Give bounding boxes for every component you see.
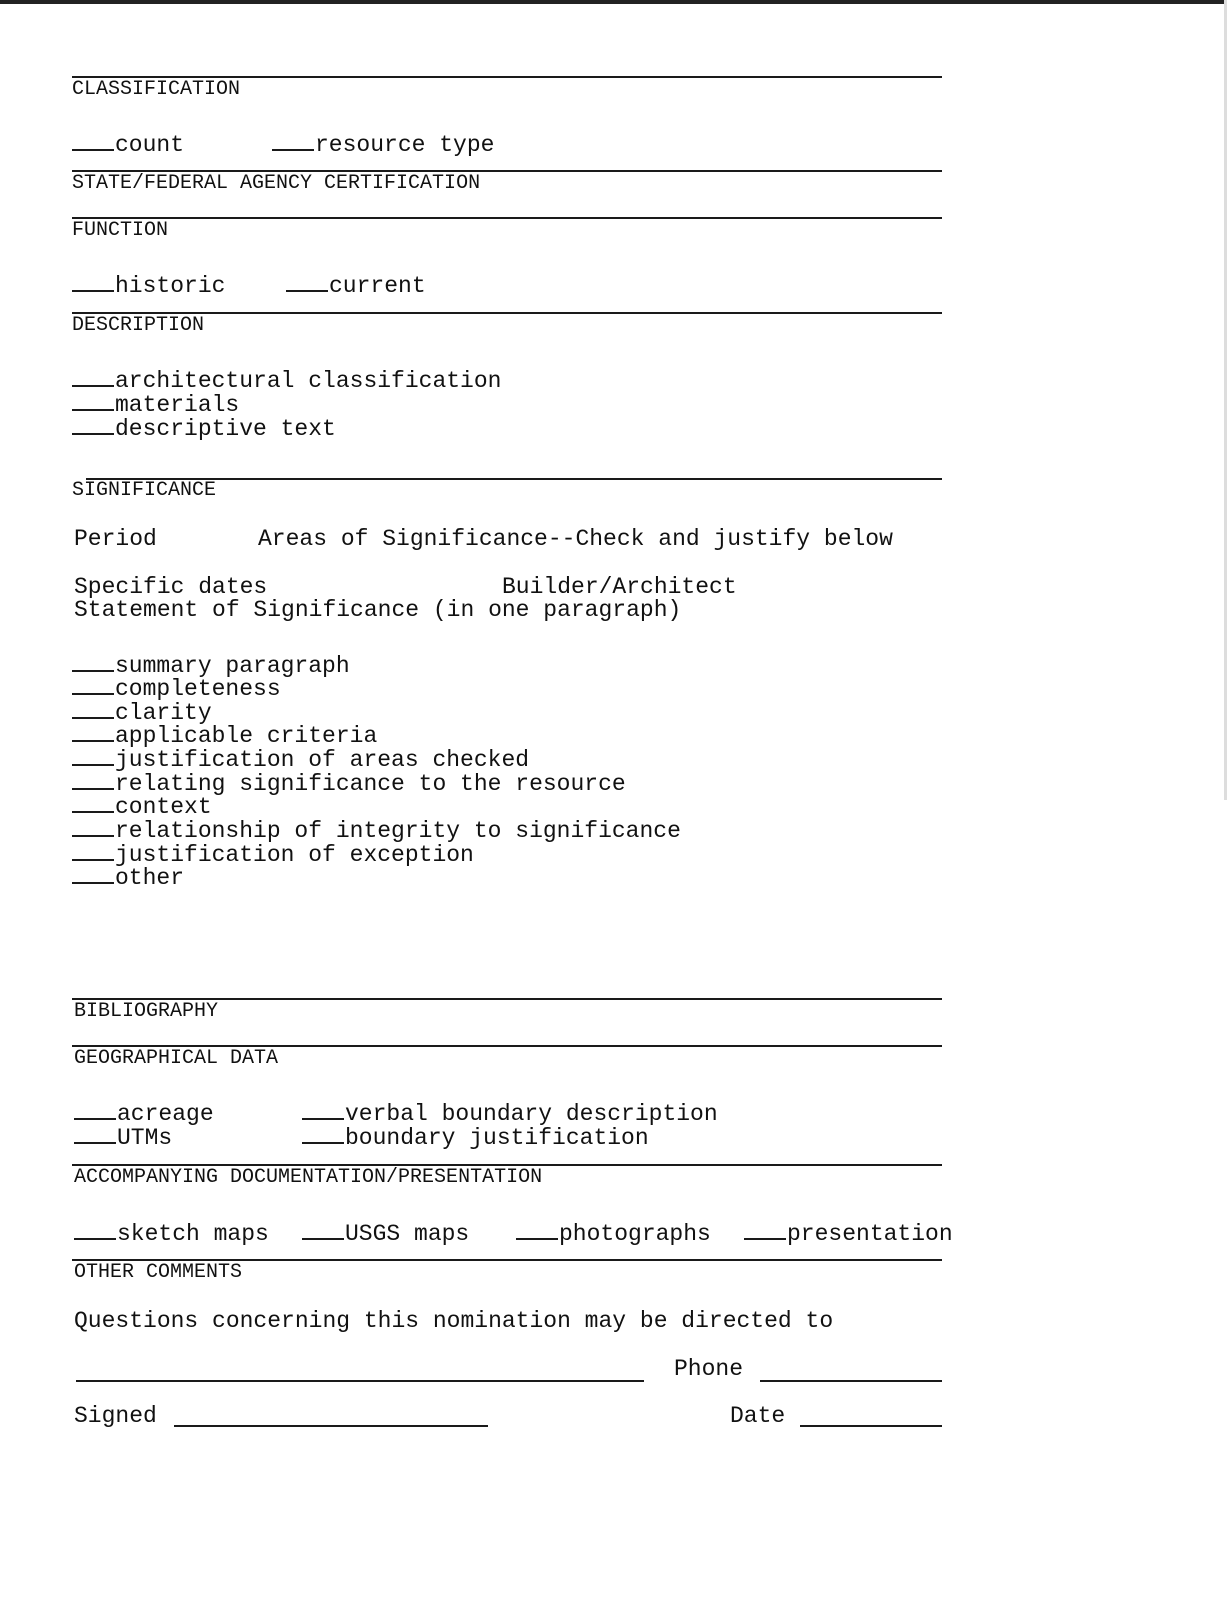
checklist-item: UTMs [74,1119,172,1150]
checklist-item: verbal boundary description [302,1095,718,1126]
checklist-item: completeness [72,670,281,701]
scan-top-edge [0,0,1227,4]
check-blank[interactable] [272,126,314,151]
phone-line[interactable] [760,1380,942,1382]
check-blank[interactable] [72,859,114,884]
checklist-item: photographs [516,1215,711,1246]
other-comments-heading: OTHER COMMENTS [74,1261,243,1284]
check-blank[interactable] [72,647,114,672]
documentation-heading: ACCOMPANYING DOCUMENTATION/PRESENTATION [74,1166,543,1189]
check-blank[interactable] [744,1215,786,1240]
checklist-item: acreage [74,1095,214,1126]
questions-text: Questions concerning this nomination may be directed to [74,1308,834,1334]
check-blank[interactable] [302,1119,344,1144]
checklist-item: clarity [72,694,212,725]
checklist-item: architectural classification [72,362,501,393]
check-blank[interactable] [72,788,114,813]
signature-line[interactable] [174,1425,488,1427]
check-blank[interactable] [72,812,114,837]
date-label: Date [730,1403,786,1429]
check-blank[interactable] [74,1119,116,1144]
specific-dates-label: Specific dates [74,574,268,600]
contact-name-line[interactable] [76,1380,644,1382]
check-blank[interactable] [72,670,114,695]
check-blank[interactable] [74,1095,116,1120]
date-line[interactable] [800,1425,942,1427]
check-blank[interactable] [72,386,114,411]
check-blank[interactable] [72,410,114,435]
check-blank[interactable] [74,1215,116,1240]
check-blank[interactable] [72,694,114,719]
check-blank[interactable] [302,1215,344,1240]
bibliography-heading: BIBLIOGRAPHY [74,1000,219,1023]
checklist-item: USGS maps [302,1215,469,1246]
builder-architect-label: Builder/Architect [502,574,737,600]
check-blank[interactable] [286,267,328,292]
checklist-item: relating significance to the resource [72,765,626,796]
function-heading: FUNCTION [72,219,169,242]
checklist-item: boundary justification [302,1119,649,1150]
signed-label: Signed [74,1403,157,1429]
agency-certification-heading: STATE/FEDERAL AGENCY CERTIFICATION [72,172,481,195]
check-blank[interactable] [72,741,114,766]
checklist-item: materials [72,386,239,417]
checklist-item: context [72,788,212,819]
significance-heading: SIGNIFICANCE [72,479,217,502]
check-blank[interactable] [72,836,114,861]
check-blank[interactable] [72,267,114,292]
classification-heading: CLASSIFICATION [72,78,241,101]
description-heading: DESCRIPTION [72,314,205,337]
checklist-item: other [72,859,184,890]
checklist-item: sketch maps [74,1215,269,1246]
areas-label: Areas of Significance--Check and justify below [258,526,893,552]
checklist-item: relationship of integrity to significance [72,812,681,843]
checklist-item: justification of areas checked [72,741,529,772]
check-blank[interactable] [516,1215,558,1240]
checklist-item: count [72,126,184,157]
check-blank[interactable] [302,1095,344,1120]
checklist-item: justification of exception [72,836,474,867]
phone-label: Phone [674,1356,744,1382]
checklist-item: applicable criteria [72,717,377,748]
statement-label: Statement of Significance (in one paragraph) [74,597,682,623]
check-blank[interactable] [72,126,114,151]
check-blank[interactable] [72,717,114,742]
geographical-data-heading: GEOGRAPHICAL DATA [74,1047,279,1070]
checklist-item: descriptive text [72,410,336,441]
check-blank[interactable] [72,362,114,387]
checklist-item: presentation [744,1215,953,1246]
checklist-item: historic [72,267,225,298]
checklist-item: resource type [272,126,494,157]
check-blank[interactable] [72,765,114,790]
period-label: Period [74,526,157,552]
section-rule [72,217,942,219]
checklist-item: summary paragraph [72,647,350,678]
checklist-item: current [286,267,426,298]
